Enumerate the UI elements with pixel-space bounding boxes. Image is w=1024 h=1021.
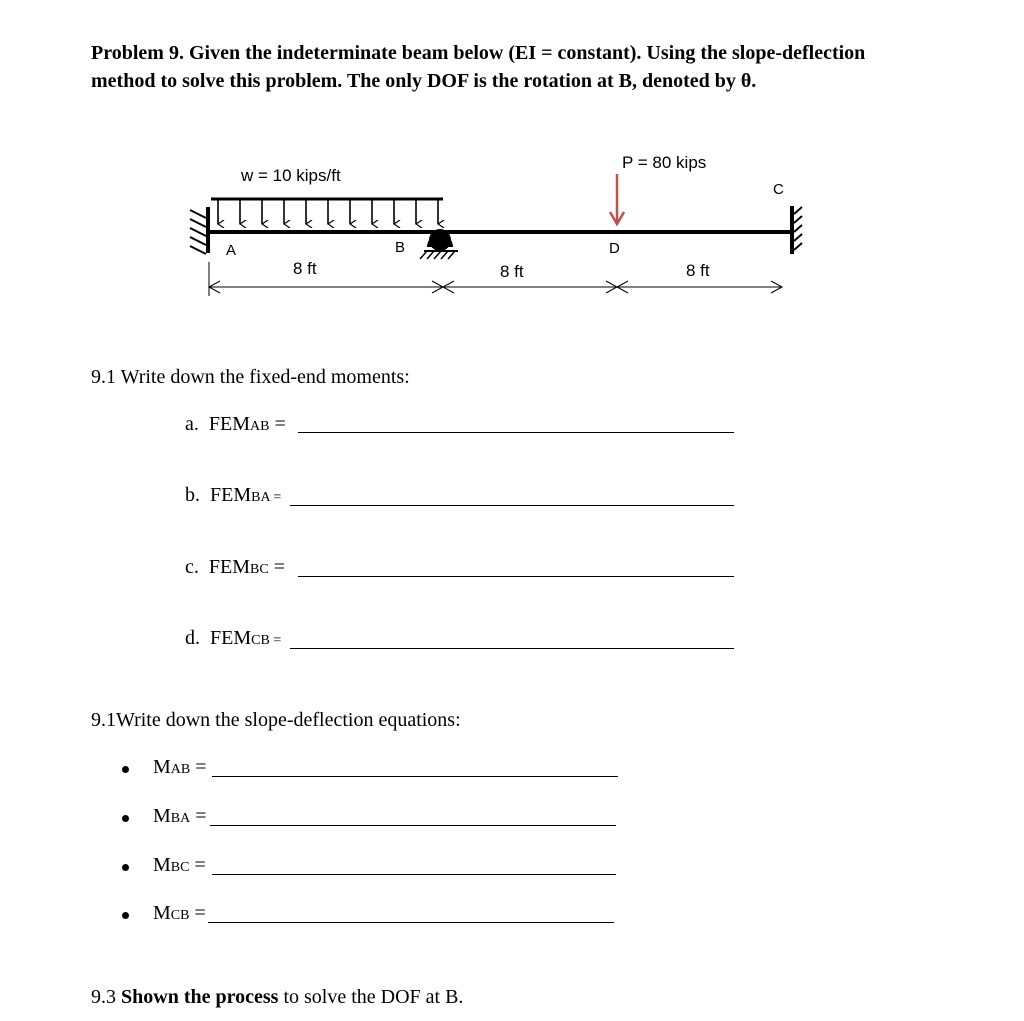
fem-cb-label: d. FEMCB =: [185, 627, 282, 649]
fem-cb-answer-line[interactable]: [290, 648, 734, 649]
bullet-icon: [122, 912, 129, 919]
section-heading-slope-deflection: 9.1Write down the slope-deflection equations:: [91, 709, 461, 731]
distributed-load: [211, 199, 443, 224]
fixed-support-c: [792, 206, 802, 254]
point-b-label: B: [395, 239, 406, 256]
point-load-p: [610, 174, 624, 224]
dimension-bd-label: 8 ft: [500, 262, 524, 281]
m-ba-answer-line[interactable]: [210, 825, 616, 826]
point-d-label: D: [609, 240, 620, 257]
fem-ba-answer-line[interactable]: [290, 505, 734, 506]
bullet-icon: [122, 766, 129, 773]
fixed-support-a: [190, 207, 208, 254]
bullet-icon: [122, 815, 129, 822]
dimension-dc-label: 8 ft: [686, 261, 710, 280]
m-ab-answer-line[interactable]: [212, 776, 618, 777]
fem-ab-answer-line[interactable]: [298, 432, 734, 433]
section-heading-process: 9.3 Shown the process to solve the DOF at B.: [91, 986, 464, 1008]
m-cb-answer-line[interactable]: [208, 922, 614, 923]
problem-line-2: method to solve this problem. The only DOF is the rotation at B, denoted by θ.: [91, 70, 757, 92]
dimension-ab-label: 8 ft: [293, 259, 317, 278]
load-w-label: w = 10 kips/ft: [241, 166, 341, 185]
fem-ba-label: b. FEMBA =: [185, 484, 282, 506]
section-heading-fixed-end: 9.1 Write down the fixed-end moments:: [91, 366, 410, 388]
fem-ab-label: a. FEMAB =: [185, 413, 286, 435]
m-cb-label: MCB =: [153, 902, 206, 924]
fem-bc-label: c. FEMBC =: [185, 556, 285, 578]
m-bc-label: MBC =: [153, 854, 206, 876]
problem-line-1: Problem 9. Given the indeterminate beam below (EI = constant). Using the slope-deflection: [91, 42, 866, 64]
point-a-label: A: [226, 242, 237, 259]
beam-diagram: [0, 0, 1024, 310]
point-c-label: C: [773, 181, 784, 198]
load-p-label: P = 80 kips: [622, 153, 707, 172]
m-bc-answer-line[interactable]: [212, 874, 616, 875]
bullet-icon: [122, 864, 129, 871]
m-ba-label: MBA =: [153, 805, 207, 827]
fem-bc-answer-line[interactable]: [298, 576, 734, 577]
m-ab-label: MAB =: [153, 756, 207, 778]
